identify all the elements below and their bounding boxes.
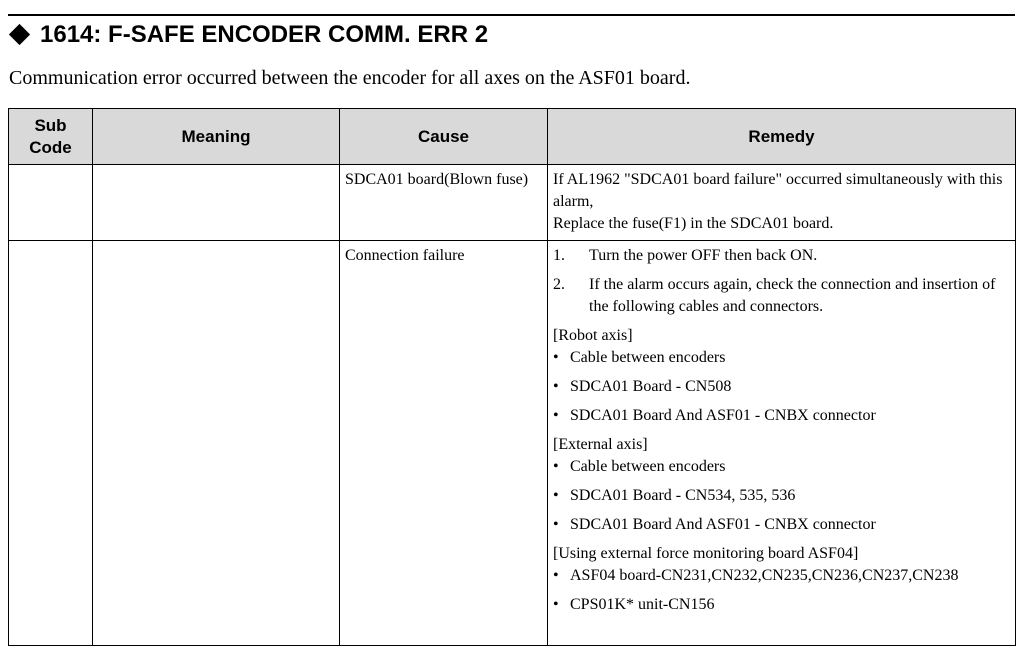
cell-meaning <box>93 165 340 241</box>
header-cause: Cause <box>340 109 548 165</box>
diamond-bullet-icon <box>9 24 30 45</box>
list-item: • ASF04 board-CN231,CN232,CN235,CN236,CN237,CN238 <box>553 567 959 584</box>
group-heading: [Robot axis] <box>553 327 633 344</box>
remedy-text: If AL1962 "SDCA01 board failure" occurred simultaneously with this alarm, <box>553 171 1003 210</box>
alarm-description: Communication error occurred between the encoder for all axes on the ASF01 board. <box>9 67 691 89</box>
cell-sub-code <box>9 241 93 646</box>
group-heading: [External axis] <box>553 436 648 453</box>
alarm-table <box>8 108 1016 646</box>
list-item: • SDCA01 Board And ASF01 - CNBX connector <box>553 407 876 424</box>
group-heading: [Using external force monitoring board ASF04] <box>553 545 859 562</box>
header-sub-code: Sub Code <box>9 109 93 165</box>
remedy-step: 2. If the alarm occurs again, check the connection and insertion of the following cables and connectors. <box>553 276 996 315</box>
table-row <box>9 165 1016 241</box>
alarm-heading <box>8 21 488 49</box>
cell-cause: SDCA01 board(Blown fuse) <box>340 165 548 241</box>
list-item: • Cable between encoders <box>553 458 726 475</box>
remedy-text: Replace the fuse(F1) in the SDCA01 board. <box>553 215 834 232</box>
cell-remedy <box>548 241 1016 646</box>
cell-remedy <box>548 165 1016 241</box>
list-item: • SDCA01 Board - CN508 <box>553 378 732 395</box>
cell-sub-code <box>9 165 93 241</box>
list-item: • Cable between encoders <box>553 349 726 366</box>
top-rule <box>8 14 1015 16</box>
remedy-step: 1. Turn the power OFF then back ON. <box>553 247 818 264</box>
header-meaning: Meaning <box>93 109 340 165</box>
alarm-title: 1614: F-SAFE ENCODER COMM. ERR 2 <box>40 21 489 48</box>
cell-meaning <box>93 241 340 646</box>
table-header-row <box>9 109 1016 165</box>
header-remedy: Remedy <box>548 109 1016 165</box>
table-row <box>9 241 1016 646</box>
list-item: • SDCA01 Board And ASF01 - CNBX connector <box>553 516 876 533</box>
list-item: • CPS01K* unit-CN156 <box>553 596 715 613</box>
list-item: • SDCA01 Board - CN534, 535, 536 <box>553 487 796 504</box>
cell-cause: Connection failure <box>340 241 548 646</box>
